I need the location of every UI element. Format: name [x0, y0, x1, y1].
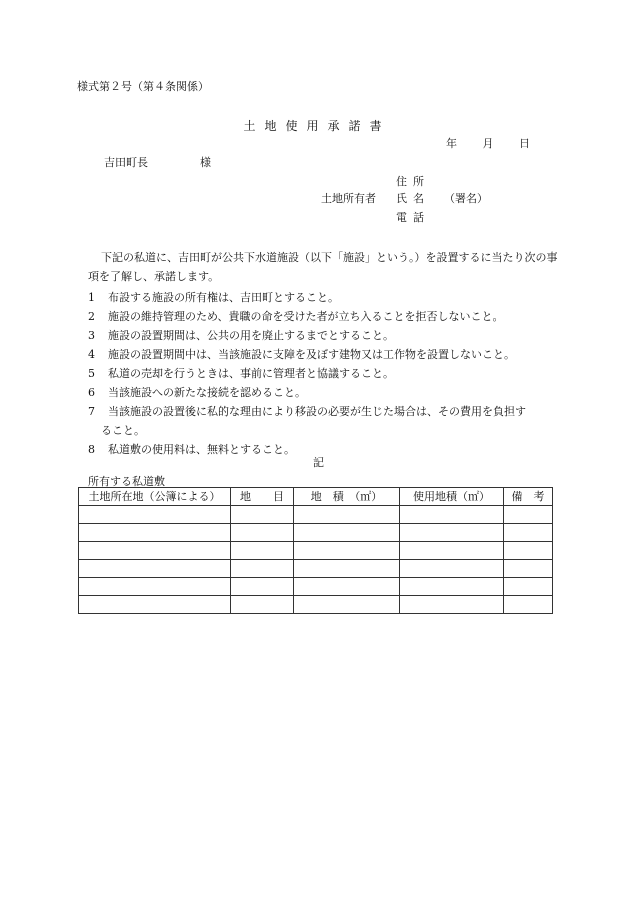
header-land-location: 土地所在地（公簿による）	[79, 488, 231, 506]
cell-remarks[interactable]	[504, 542, 553, 560]
clause-item	[88, 383, 526, 402]
cell-used-area[interactable]	[400, 542, 504, 560]
clause-item	[88, 364, 526, 383]
signature-note: （署名）	[444, 192, 488, 205]
clause-number: 3	[88, 329, 95, 342]
clause-item	[88, 307, 526, 326]
clause-item	[88, 326, 526, 345]
cell-used-area[interactable]	[400, 578, 504, 596]
clause-item	[88, 288, 526, 307]
cell-land-category[interactable]	[231, 542, 294, 560]
clause-item	[88, 402, 526, 440]
header-remarks: 備 考	[504, 488, 553, 506]
cell-land-location[interactable]	[79, 560, 231, 578]
cell-remarks[interactable]	[504, 596, 553, 614]
clause-list	[88, 288, 526, 459]
clause-number: 5	[88, 367, 95, 380]
clause-item	[88, 440, 526, 459]
cell-land-area[interactable]	[294, 506, 400, 524]
cell-land-category[interactable]	[231, 524, 294, 542]
header-land-category: 地 目	[231, 488, 294, 506]
clause-number: 7	[88, 405, 95, 418]
table-row	[79, 560, 553, 578]
name-label: 氏名	[396, 192, 430, 205]
private-road-table	[78, 487, 553, 614]
header-land-area: 地 積 （㎡）	[294, 488, 400, 506]
clause-number: 4	[88, 348, 95, 361]
table-row	[79, 524, 553, 542]
cell-land-area[interactable]	[294, 560, 400, 578]
cell-land-area[interactable]	[294, 524, 400, 542]
clause-text: 当該施設の設置後に私的な理由により移設の必要が生じた場合は、その費用を負担す	[108, 405, 526, 418]
cell-land-area[interactable]	[294, 542, 400, 560]
clause-text: 布設する施設の所有権は、吉田町とすること。	[108, 291, 339, 304]
cell-land-category[interactable]	[231, 578, 294, 596]
cell-land-area[interactable]	[294, 596, 400, 614]
table-caption: 所有する私道敷	[88, 475, 165, 488]
address-label: 住所	[396, 175, 430, 188]
addressee	[104, 157, 211, 168]
table-row	[79, 596, 553, 614]
cell-land-category[interactable]	[231, 506, 294, 524]
clause-text: 私道敷の使用料は、無料とすること。	[108, 443, 295, 456]
cell-land-category[interactable]	[231, 596, 294, 614]
table-row	[79, 506, 553, 524]
intro-paragraph: 下記の私道に、吉田町が公共下水道施設（以下「施設」という。）を設置するに当たり次の事項を了解し、承諾します。	[88, 251, 558, 283]
addressee-name: 吉田町長	[104, 156, 148, 169]
cell-land-category[interactable]	[231, 560, 294, 578]
clause-number: 6	[88, 386, 95, 399]
cell-used-area[interactable]	[400, 596, 504, 614]
clause-number: 8	[88, 443, 95, 456]
date-line: 年 月 日	[446, 137, 530, 150]
cell-remarks[interactable]	[504, 578, 553, 596]
cell-land-location[interactable]	[79, 596, 231, 614]
cell-used-area[interactable]	[400, 524, 504, 542]
clause-text: 私道の売却を行うときは、事前に管理者と協議すること。	[108, 367, 394, 380]
clause-text: 施設の維持管理のため、貴職の命を受けた者が立ち入ることを拒否しないこと。	[108, 310, 504, 323]
document-title: 土地使用承諾書	[243, 119, 391, 133]
clause-item	[88, 345, 526, 364]
honorific: 様	[200, 156, 211, 169]
cell-remarks[interactable]	[504, 506, 553, 524]
table-row	[79, 542, 553, 560]
clause-number: 2	[88, 310, 95, 323]
phone-label: 電話	[396, 211, 430, 224]
cell-land-location[interactable]	[79, 506, 231, 524]
clause-text-continued: ること。	[101, 424, 145, 437]
ki-heading: 記	[313, 456, 324, 469]
header-used-area: 使用地積（㎡）	[400, 488, 504, 506]
clause-text: 当該施設への新たな接続を認めること。	[108, 386, 306, 399]
cell-used-area[interactable]	[400, 506, 504, 524]
table-header-row	[79, 488, 553, 506]
cell-land-location[interactable]	[79, 542, 231, 560]
cell-remarks[interactable]	[504, 524, 553, 542]
cell-land-area[interactable]	[294, 578, 400, 596]
cell-used-area[interactable]	[400, 560, 504, 578]
cell-land-location[interactable]	[79, 524, 231, 542]
form-identifier: 様式第２号（第４条関係）	[77, 80, 209, 93]
cell-remarks[interactable]	[504, 560, 553, 578]
landowner-label: 土地所有者	[321, 192, 376, 205]
clause-number: 1	[88, 291, 95, 304]
table-row	[79, 578, 553, 596]
clause-text: 施設の設置期間は、公共の用を廃止するまでとすること。	[108, 329, 394, 342]
clause-text: 施設の設置期間中は、当該施設に支障を及ぼす建物又は工作物を設置しないこと。	[108, 348, 515, 361]
cell-land-location[interactable]	[79, 578, 231, 596]
